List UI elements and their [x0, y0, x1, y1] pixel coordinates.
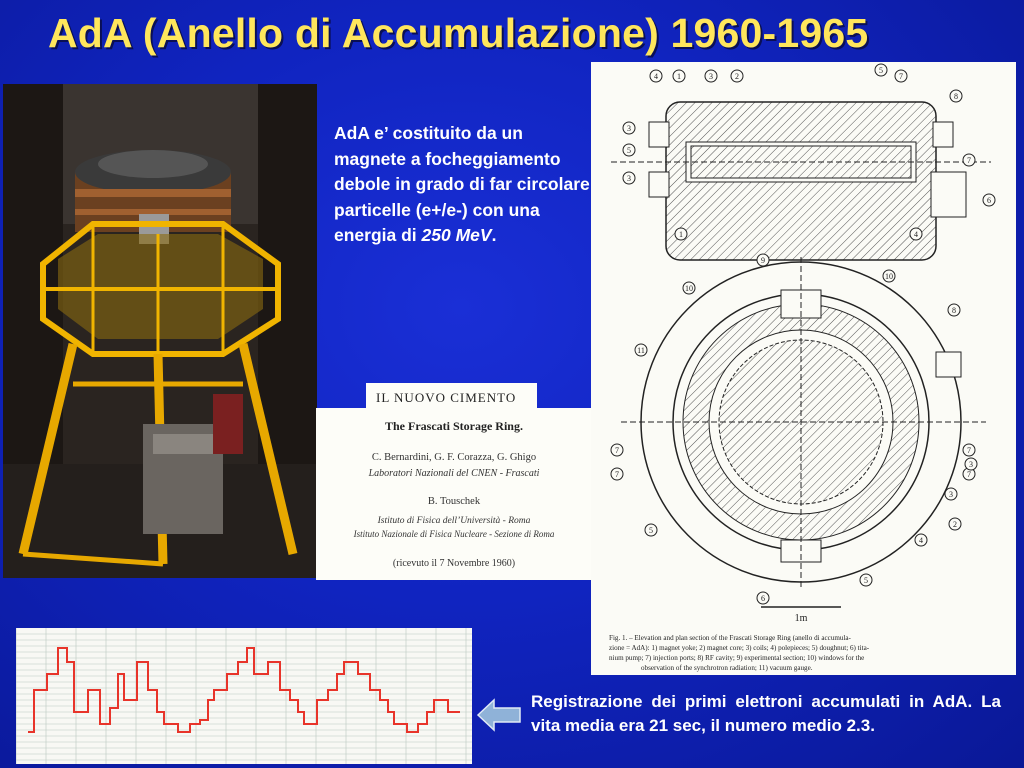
plan-callout-number: 7 [967, 446, 971, 455]
recording-caption: Registrazione dei primi elettroni accumulati in AdA. La vita media era 21 sec, il numero medio 2.3. [531, 692, 1001, 735]
elevation-callout-number: 8 [954, 92, 958, 101]
figure-caption-4: observation of the synchrotron radiation; 11) vacuum gauge. [641, 664, 813, 672]
plan-callout-number: 2 [953, 520, 957, 529]
left-arrow-icon [476, 698, 522, 732]
slide-title: AdA (Anello di Accumulazione) 1960-1965 [48, 10, 869, 56]
plan-callout-number: 9 [761, 256, 765, 265]
plan-callout-number: 10 [685, 284, 693, 293]
ada-description [334, 121, 590, 249]
nuovo-cimento-paper [316, 380, 592, 580]
figure-caption-2: zione = AdA): 1) magnet yoke; 2) magnet core; 3) coils; 4) polepieces; 5) doughnut; 6) tita- [609, 644, 870, 652]
plan-callout-number: 6 [761, 594, 765, 603]
plan-callout-number: 5 [649, 526, 653, 535]
elevation-callout-number: 3 [627, 124, 631, 133]
elevation-callout-number: 7 [967, 156, 971, 165]
elevation-callout-number: 1 [677, 72, 681, 81]
elevation-callout-number: 1 [679, 230, 683, 239]
paper-journal: IL NUOVO CIMENTO [376, 390, 517, 405]
plan-callout-number: 4 [919, 536, 923, 545]
elevation-callout-number: 4 [654, 72, 658, 81]
ada-energy: 250 MeV [421, 225, 492, 245]
plan-callout-number: 8 [952, 306, 956, 315]
elevation-callout-number: 3 [709, 72, 713, 81]
electron-count-recording [16, 628, 472, 764]
ada-description-prefix: AdA e’ costituito da un magnete a focheggiamento debole in grado di far circolare particelle (e+/e-) con una energia di [334, 123, 590, 245]
paper-authors-2: B. Touschek [427, 496, 481, 507]
elevation-callout-number: 6 [987, 196, 991, 205]
plan-callout-number: 5 [864, 576, 868, 585]
scale-label: 1m [794, 613, 808, 624]
plan-callout-number: 10 [885, 272, 893, 281]
paper-received: (ricevuto il 7 Novembre 1960) [392, 558, 516, 569]
plan-callout-number: 7 [967, 470, 971, 479]
ada-description-suffix: . [491, 225, 497, 245]
ring-section-diagram [591, 62, 1016, 675]
plan-callout-number: 11 [637, 346, 645, 355]
elevation-callout-number: 5 [627, 146, 631, 155]
paper-affiliation-2b: Istituto Nazionale di Fisica Nucleare - Sezione di Roma [353, 529, 555, 539]
elevation-section [611, 102, 991, 260]
figure-caption-1: Fig. 1. – Elevation and plan section of the Frascati Storage Ring (anello di accumula- [609, 634, 851, 642]
plan-callout-number: 7 [615, 446, 619, 455]
plan-callout-number: 7 [615, 470, 619, 479]
plan-callout-number: 3 [969, 460, 973, 469]
paper-title: The Frascati Storage Ring. [385, 419, 523, 433]
elevation-callout-number: 7 [899, 72, 903, 81]
figure-caption-3: nium pump; 7) injection ports; 8) RF cavity; 9) experimental section; 10) windows for the [609, 654, 865, 662]
elevation-callout-number: 2 [735, 72, 739, 81]
paper-affiliation-2a: Istituto di Fisica dell’Università - Roma [377, 516, 531, 526]
plan-callout-number: 3 [949, 490, 953, 499]
elevation-callout-number: 5 [879, 66, 883, 75]
paper-affiliation-1: Laboratori Nazionali del CNEN - Frascati [368, 468, 540, 479]
elevation-callout-number: 3 [627, 174, 631, 183]
paper-authors-1: C. Bernardini, G. F. Corazza, G. Ghigo [371, 452, 537, 463]
elevation-callout-number: 4 [914, 230, 918, 239]
ada-machine-photo [3, 84, 317, 578]
